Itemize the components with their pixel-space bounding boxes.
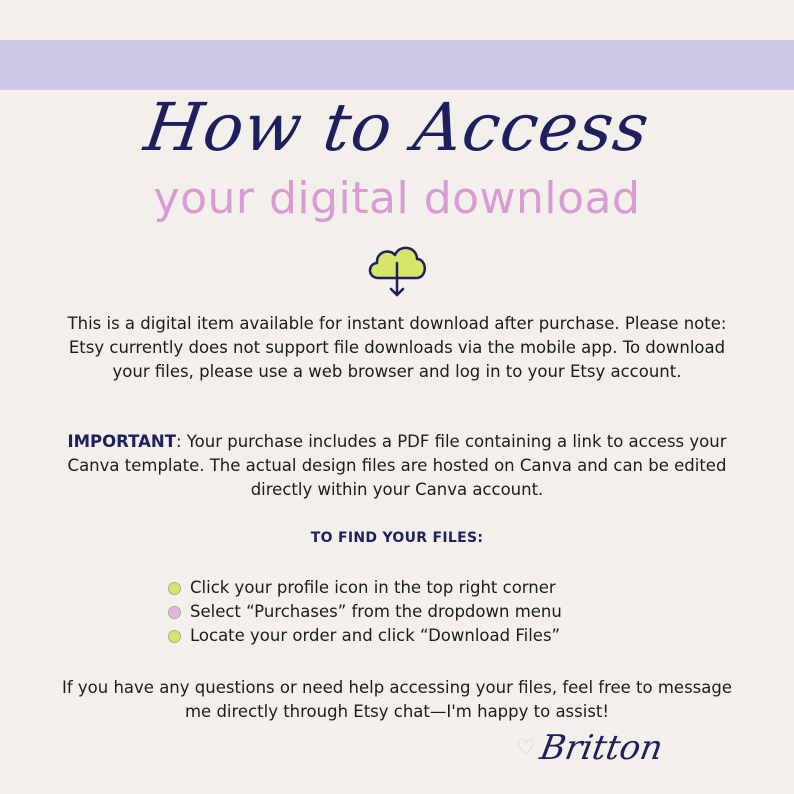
- cloud-download-icon: [364, 238, 430, 300]
- page-subtitle: your digital download: [153, 173, 641, 224]
- steps-list: [168, 576, 562, 648]
- top-color-band: [0, 40, 794, 90]
- important-text: : Your purchase includes a PDF file containing a link to access your Canva template. The actual design files are hosted on Canva and can be edited directly within your Canva account.: [67, 432, 727, 499]
- list-item: [168, 600, 562, 624]
- steps-heading: TO FIND YOUR FILES:: [310, 530, 484, 546]
- signature: Britton: [537, 728, 666, 768]
- step-label: Select “Purchases” from the dropdown menu: [190, 602, 562, 621]
- closing-paragraph: If you have any questions or need help accessing your files, feel free to message me directly through Etsy chat—I'm happy to assist!: [61, 678, 733, 721]
- step-label: Locate your order and click “Download Files”: [190, 626, 561, 645]
- list-item: [168, 624, 562, 648]
- intro-paragraph: This is a digital item available for instant download after purchase. Please note: Etsy currently does not support file downloads via the mobile app. To download your files, please use a web browser and log in to your Etsy account.: [67, 314, 727, 381]
- page-title: How to Access: [139, 89, 655, 166]
- bullet-dot-icon: [168, 606, 181, 619]
- bullet-dot-icon: [168, 630, 181, 643]
- step-label: Click your profile icon in the top right corner: [190, 578, 556, 597]
- important-paragraph: [50, 430, 744, 502]
- bullet-dot-icon: [168, 582, 181, 595]
- list-item: [168, 576, 562, 600]
- heart-outline-icon: ♡: [516, 736, 536, 761]
- important-label: IMPORTANT: [67, 432, 176, 451]
